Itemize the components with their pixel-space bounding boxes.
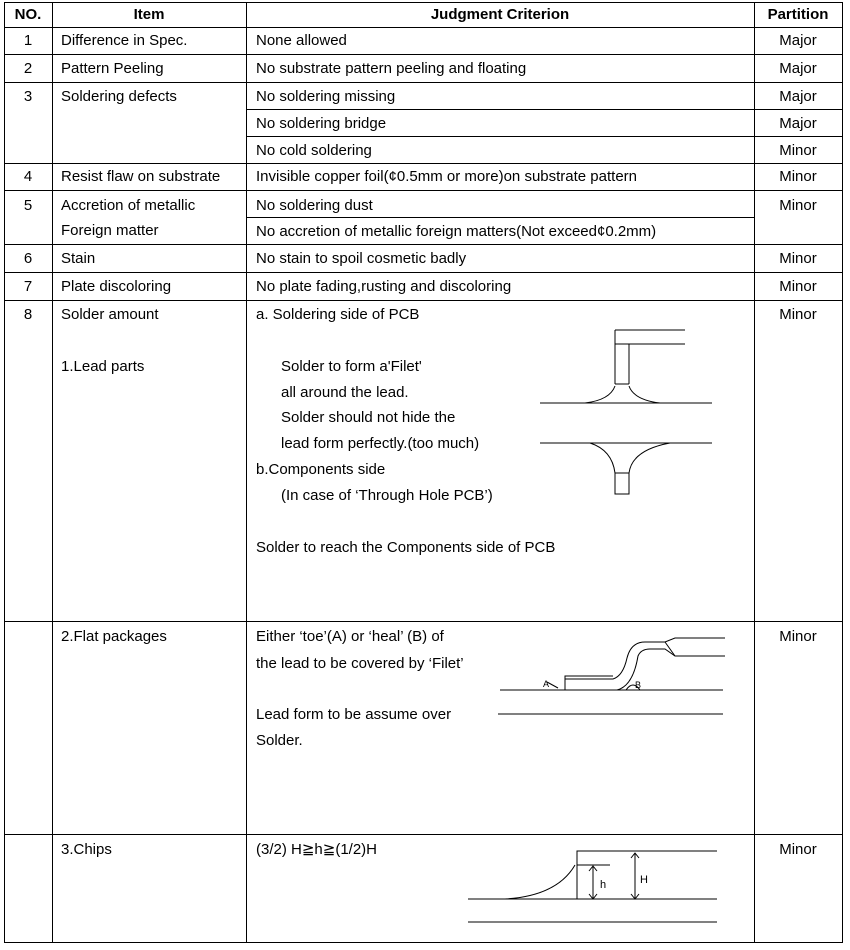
row-criterion: No accretion of metallic foreign matters(Not exceed¢0.2mm)	[256, 223, 657, 240]
subitem-chips: 3.Chips	[61, 841, 112, 858]
row-no: 5	[23, 197, 33, 214]
row-no: 1	[23, 32, 33, 49]
rule	[246, 2, 247, 943]
row-partition: Minor	[779, 250, 817, 267]
lead-filet-diagram	[530, 330, 730, 510]
rule	[246, 217, 754, 218]
rule	[52, 2, 53, 943]
row-item: Plate discoloring	[61, 278, 172, 295]
row-criterion: No stain to spoil cosmetic badly	[256, 250, 467, 267]
lead-text: a. Soldering side of PCB	[256, 306, 420, 323]
row-item: Pattern Peeling	[61, 60, 164, 77]
row-item: Soldering defects	[61, 88, 177, 105]
chip-diagram	[465, 846, 720, 930]
flat-package-diagram	[495, 636, 730, 720]
row-partition: Major	[779, 32, 817, 49]
rule	[4, 163, 842, 164]
row-item: Solder amount	[61, 306, 159, 323]
lead-text: b.Components side	[256, 461, 386, 478]
row-criterion: No soldering missing	[256, 88, 396, 105]
lead-text: all around the lead.	[281, 384, 409, 401]
flat-text: Either ‘toe’(A) or ‘heal’ (B) of	[256, 628, 444, 645]
row-criterion: None allowed	[256, 32, 347, 49]
header-partition: Partition	[767, 6, 829, 23]
row-partition: Minor	[779, 278, 817, 295]
rule	[4, 2, 842, 3]
row-criterion: No plate fading,rusting and discoloring	[256, 278, 512, 295]
header-no: NO.	[14, 6, 42, 23]
rule	[4, 27, 842, 28]
row-criterion: No cold soldering	[256, 142, 372, 159]
row-no: 7	[23, 278, 33, 295]
rule	[4, 244, 842, 245]
chips-formula: (3/2) H≧h≧(1/2)H	[256, 841, 377, 858]
rule	[842, 2, 843, 943]
rule	[4, 272, 842, 273]
row-item: Accretion of metallic	[61, 197, 196, 214]
lead-text: (In case of ‘Through Hole PCB’)	[281, 487, 493, 504]
row-item: Difference in Spec.	[61, 32, 188, 49]
rule	[246, 136, 842, 137]
row-no: 3	[23, 88, 33, 105]
header-criterion: Judgment Criterion	[430, 6, 570, 23]
label-h-big: H	[640, 874, 648, 886]
rule	[4, 54, 842, 55]
row-no: 4	[23, 168, 33, 185]
rule	[4, 300, 842, 301]
rule	[4, 621, 842, 622]
label-a: A	[542, 679, 549, 689]
row-partition: Major	[779, 88, 817, 105]
lead-text: lead form perfectly.(too much)	[281, 435, 480, 452]
row-partition: Minor	[779, 306, 817, 323]
label-h-small: h	[600, 879, 607, 891]
row-criterion: Invisible copper foil(¢0.5mm or more)on substrate pattern	[256, 168, 638, 185]
row-item: Foreign matter	[61, 222, 159, 239]
row-item: Stain	[61, 250, 96, 267]
rule	[4, 190, 842, 191]
row-criterion: No soldering bridge	[256, 115, 387, 132]
row-partition: Minor	[779, 142, 817, 159]
row-partition: Minor	[779, 628, 817, 645]
lead-text: Solder should not hide the	[281, 409, 456, 426]
row-criterion: No substrate pattern peeling and floating	[256, 60, 527, 77]
lead-text: Solder to form a'Filet'	[281, 358, 422, 375]
lead-text: Solder to reach the Components side of PCB	[256, 539, 556, 556]
flat-text: Solder.	[256, 732, 303, 749]
row-criterion: No soldering dust	[256, 197, 373, 214]
row-partition: Minor	[779, 168, 817, 185]
header-item: Item	[133, 6, 165, 23]
row-partition: Major	[779, 115, 817, 132]
flat-text: Lead form to be assume over	[256, 706, 452, 723]
rule	[4, 82, 842, 83]
row-no: 2	[23, 60, 33, 77]
flat-text: the lead to be covered by ‘Filet’	[256, 655, 464, 672]
row-no: 6	[23, 250, 33, 267]
row-partition: Minor	[779, 841, 817, 858]
rule	[246, 109, 842, 110]
subitem-lead-parts: 1.Lead parts	[61, 358, 145, 375]
rule	[4, 834, 842, 835]
rule	[4, 942, 842, 943]
row-partition: Minor	[779, 197, 817, 214]
row-item: Resist flaw on substrate	[61, 168, 221, 185]
row-partition: Major	[779, 60, 817, 77]
row-no: 8	[23, 306, 33, 323]
subitem-flat-packages: 2.Flat packages	[61, 628, 167, 645]
label-b: B	[635, 680, 642, 690]
rule	[4, 2, 5, 943]
